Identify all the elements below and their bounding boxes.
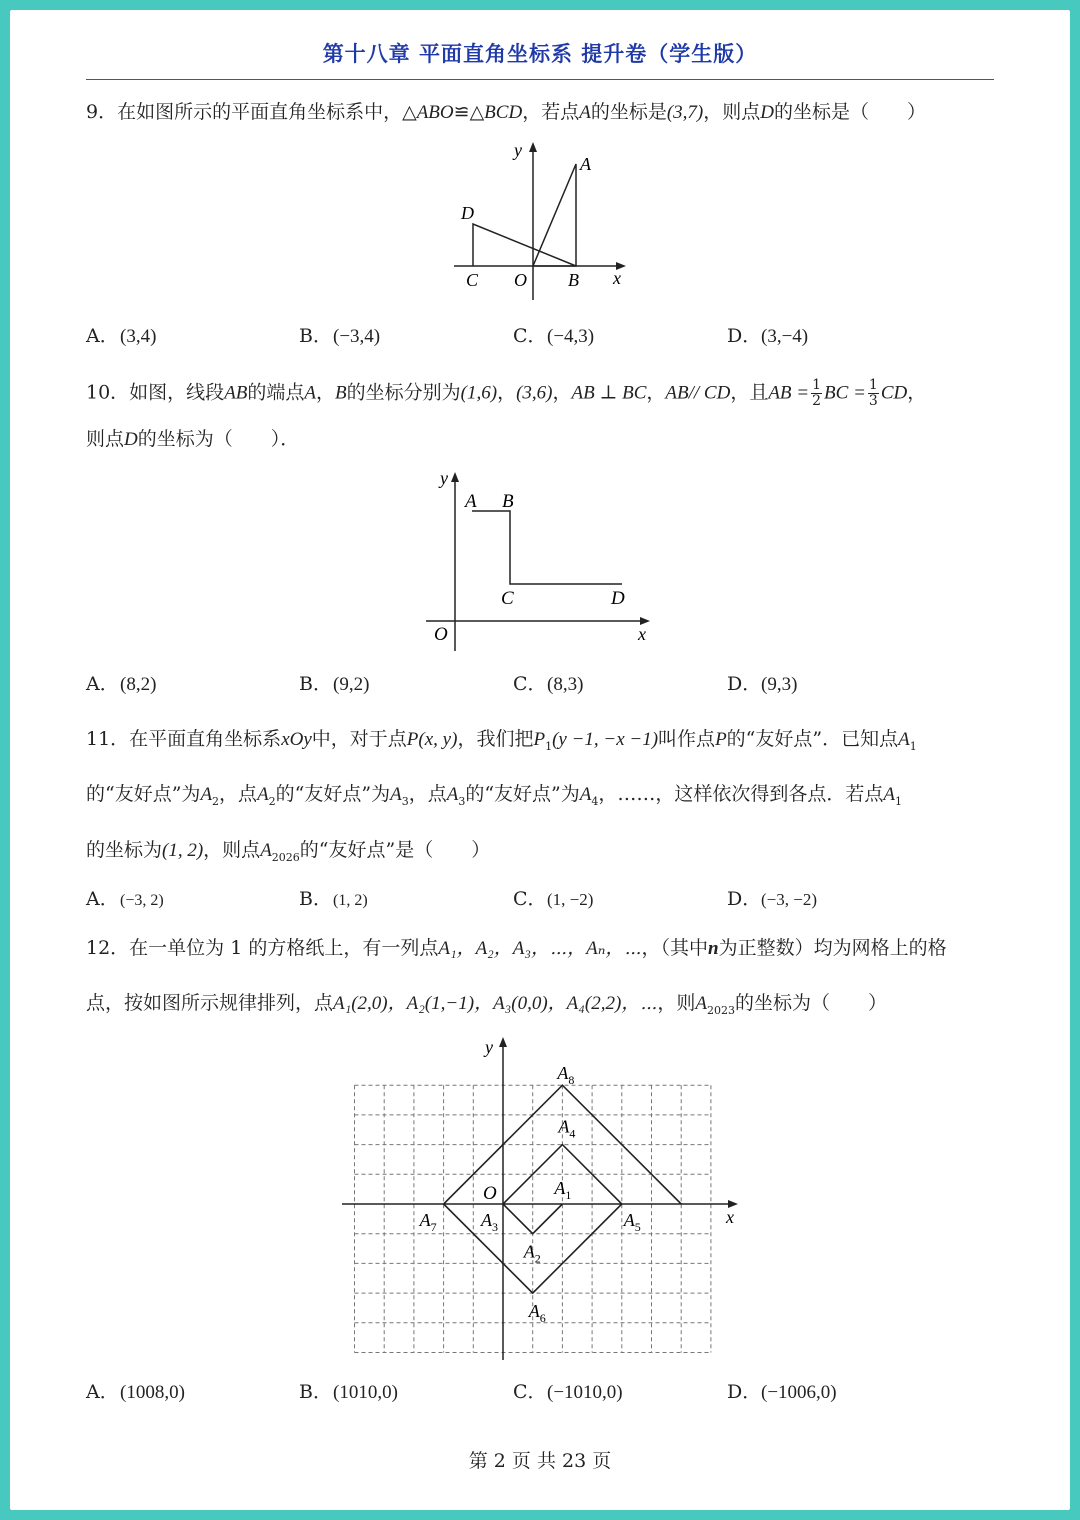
q9-cong: ≌ xyxy=(453,101,470,123)
q10-option-b[interactable]: B．(9,2) xyxy=(299,673,370,695)
q12-point-label: $A_8$ xyxy=(557,1063,575,1088)
q11-stem-line1: 11．在平面直角坐标系xOy中，对于点P(x, y)，我们把$P_1(y -1$, −x −1)叫作点P的“友好点”．已知点$A_1$ xyxy=(86,728,917,753)
q12-stem-line2: 点，按如图所示规律排列，点A₁(2,0)，A₂(1,−1)，A₃(0,0)，A₄(2,2)，⋯，则$A_{2023}$的坐标为（ ） xyxy=(86,992,888,1017)
q12-option-c[interactable]: C．(−1010,0) xyxy=(513,1381,623,1403)
q9-label-y: y xyxy=(514,140,522,160)
q10-fraction-half: $\frac{1}{2}$ xyxy=(812,377,822,409)
q9-option-b[interactable]: B．(−3,4) xyxy=(299,325,381,347)
q12-label-o: O xyxy=(483,1183,497,1204)
q10-stem-line1: 10．如图，线段AB的端点A，B的坐标分别为(1,6)，(3,6)，AB ⊥ BC，AB// CD，且AB = $\frac{1}{2}$ BC = $\frac{1}{3}$ CD， xyxy=(86,377,927,409)
q12-point-label: $A_6$ xyxy=(528,1301,546,1326)
q12-point-label: $A_5$ xyxy=(623,1210,641,1234)
q9-label-b: B xyxy=(568,270,579,290)
q9-y-arrow xyxy=(529,142,537,152)
q12-option-b[interactable]: B．(1010,0) xyxy=(299,1381,398,1403)
q12-point-label: $A_3$ xyxy=(481,1210,498,1234)
q11-stem-line2: 的“友好点”为$A_2$，点$A_2$的“友好点”为$A_3$，点$A_3$的“友好点”为$A_4$，……，这样依次得到各点．若点$A_1$ xyxy=(86,783,903,808)
q10-option-c[interactable]: C．(8,3) xyxy=(513,673,584,695)
q11-stem-line3: 的坐标为(1, 2)，则点$A_{2026}$的“友好点”是（ ） xyxy=(86,839,491,864)
q10-path-abcd xyxy=(472,511,622,584)
q12-option-a[interactable]: A．(1008,0) xyxy=(86,1381,185,1403)
q9-text-b: ，若点 xyxy=(522,101,580,123)
q10-label-b: B xyxy=(502,491,514,512)
q9-label-d: D xyxy=(461,203,474,223)
q12-option-d[interactable]: D．(−1006,0) xyxy=(727,1381,837,1403)
q11-option-b[interactable]: B．(1, 2) xyxy=(299,888,368,910)
q9-text-c: 的坐标是 xyxy=(590,101,667,123)
q10-stem-line2: 则点D的坐标为（ ）． xyxy=(86,428,300,450)
q9-label-c: C xyxy=(466,270,479,290)
q12-point-label: $A_1$ xyxy=(554,1178,572,1202)
q12-point-labels xyxy=(419,1063,641,1325)
q9-pt-d: D xyxy=(760,102,774,123)
q9-tri2: △BCD xyxy=(469,102,523,123)
q9-label-o: O xyxy=(514,270,527,290)
q11-option-a[interactable]: A．(−3, 2) xyxy=(86,888,164,910)
q11-option-c[interactable]: C．(1, −2) xyxy=(513,888,594,910)
q12-point-label: $A_7$ xyxy=(419,1210,437,1234)
q12-stem-line1: 12．在一单位为 1 的方格纸上，有一列点A₁，A₂，A₃，⋯，Aₙ，⋯，（其中n为正整数）均为网格上的格 xyxy=(86,937,947,959)
q9-tri1: △ABO xyxy=(402,102,454,123)
q9-label-x: x xyxy=(613,268,621,288)
q9-figure xyxy=(440,138,640,308)
q12-y-arrow xyxy=(499,1037,507,1047)
q10-label-x: x xyxy=(638,624,646,644)
q12-label-x: x xyxy=(726,1207,734,1227)
q9-option-a[interactable]: A．(3,4) xyxy=(86,325,157,347)
q10-fraction-third: $\frac{1}{3}$ xyxy=(868,377,878,409)
q11-option-d[interactable]: D．(−3, −2) xyxy=(727,888,817,910)
q12-point-label: $A_4$ xyxy=(558,1116,576,1141)
page-footer: 第 2 页 共 23 页 xyxy=(468,1450,612,1472)
q10-label-c: C xyxy=(501,588,514,609)
q10-label-y: y xyxy=(440,468,448,488)
q9-text-d: ，则点 xyxy=(703,101,761,123)
q10-label-a: A xyxy=(465,491,477,512)
q12-figure xyxy=(340,1035,750,1365)
q9-option-d[interactable]: D．(3,−4) xyxy=(727,325,809,347)
q9-pt-a: A xyxy=(579,102,591,123)
page-title: 第十八章 平面直角坐标系 提升卷（学生版） xyxy=(322,42,758,66)
q10-figure xyxy=(420,466,660,656)
q9-stem xyxy=(86,99,926,126)
q12-point-label: $A_2$ xyxy=(523,1241,541,1266)
q9-triangle-bcd xyxy=(473,224,576,266)
q9-text-a: 9．在如图所示的平面直角坐标系中， xyxy=(86,101,403,123)
q10-label-o: O xyxy=(434,624,448,645)
q9-option-c[interactable]: C．(−4,3) xyxy=(513,325,595,347)
q9-coord-a: (3,7) xyxy=(666,102,704,123)
q10-option-d[interactable]: D．(9,3) xyxy=(727,673,798,695)
q10-option-a[interactable]: A．(8,2) xyxy=(86,673,157,695)
q10-y-arrow xyxy=(451,472,459,482)
q9-label-a: A xyxy=(580,154,591,174)
header-divider xyxy=(86,79,994,80)
q12-label-y: y xyxy=(485,1037,493,1057)
q9-text-e: 的坐标是（ ） xyxy=(773,101,926,123)
q10-label-d: D xyxy=(611,588,625,609)
